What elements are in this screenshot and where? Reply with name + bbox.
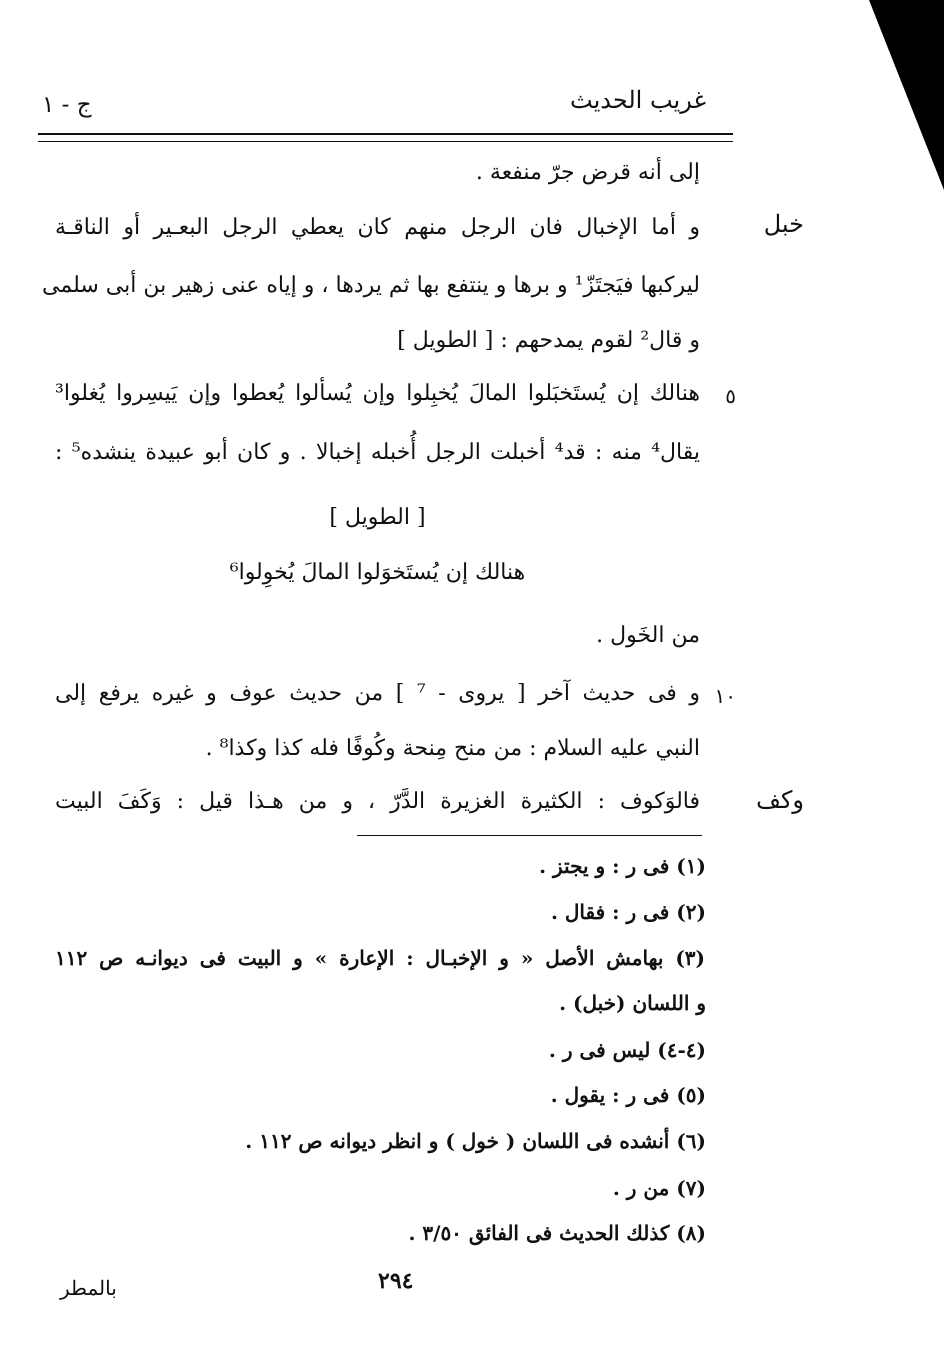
verse-line: هنالك إن يُستَخبَلوا المالَ يُخبِلوا وإن يُسألوا يُعطوا وإن يَيسِروا يُغلوا³ bbox=[55, 381, 700, 406]
footnote: (٥) فى ر : يقول . bbox=[550, 1083, 706, 1107]
header-rule bbox=[38, 133, 733, 135]
body-line: و أما الإخبال فان الرجل منهم كان يعطي الرجل البعـير أو الناقـة bbox=[55, 215, 700, 240]
footnote-rule bbox=[357, 835, 702, 836]
running-title: غريب الحديث bbox=[570, 86, 706, 114]
footnote: (٨) كذلك الحديث فى الفائق ٣/٥٠ . bbox=[408, 1221, 706, 1245]
footnote: (١) فى ر : و يجتز . bbox=[539, 854, 706, 878]
footnote: (٣) بهامش الأصل « و الإخبـال : الإعارة » و البيت فى ديوانـه ص ١١٢ bbox=[55, 946, 705, 970]
body-line: فالوَكوف : الكثيرة الغزيرة الدَّرّ ، و من هـذا قيل : وَكَفَ البيت bbox=[55, 789, 700, 814]
body-line: إلى أنه قرض جرّ منفعة . bbox=[475, 160, 700, 185]
volume-label: ج - ١ bbox=[42, 92, 92, 118]
body-line: و قال² لقوم يمدحهم : [ الطويل ] bbox=[397, 328, 700, 353]
body-line: من الخَول . bbox=[596, 623, 700, 648]
meter-label: [ الطويل ] bbox=[329, 505, 426, 530]
footnote: (٧) من ر . bbox=[612, 1176, 706, 1200]
body-line: يقال⁴ منه : قد⁴ أخبلت الرجل أُخبله إخبالا . و كان أبو عبيدة ينشده⁵ : bbox=[55, 440, 700, 465]
footnote: (٤-٤) ليس فى ر . bbox=[548, 1038, 706, 1062]
page-number: ٢٩٤ bbox=[378, 1268, 414, 1294]
body-line: ليركبها فيَجتَزّ¹ و برها و ينتفع بها ثم يردها ، و إياه عنى زهير بن أبى سلمى bbox=[42, 273, 700, 298]
catchword: بالمطر bbox=[60, 1276, 117, 1300]
body-line: و فى حديث آخر [ يروى - ⁷ ] من حديث عوف و غيره يرفع إلى bbox=[55, 681, 700, 706]
margin-headword-wakaf: وكف bbox=[756, 786, 804, 814]
page-corner-shadow bbox=[869, 0, 944, 190]
header-rule-secondary bbox=[38, 141, 733, 142]
body-line: النبي عليه السلام : من منح مِنحة وكُوفًا فله كذا وكذا⁸ . bbox=[205, 736, 700, 761]
footnote: (٦) أنشده فى اللسان ( خول ) و انظر ديوانه ص ١١٢ . bbox=[245, 1129, 706, 1153]
margin-headword-khabal: خبل bbox=[763, 210, 804, 238]
footnote: و اللسان (خبل) . bbox=[559, 991, 706, 1015]
line-number: ٥ bbox=[725, 384, 736, 408]
footnote: (٢) فى ر : فقال . bbox=[550, 900, 706, 924]
line-number: ١٠ bbox=[714, 684, 736, 708]
verse-line: هنالك إن يُستَخوَلوا المالَ يُخوِلوا⁶ bbox=[229, 560, 526, 585]
